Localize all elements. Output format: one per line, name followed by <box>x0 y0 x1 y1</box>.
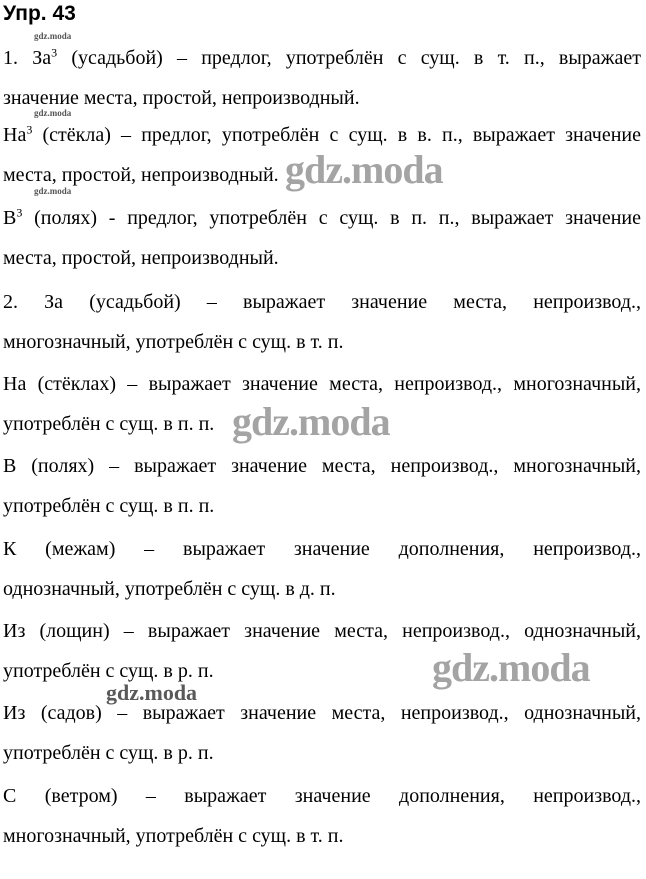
text-run: (усадьбой) – предлог, употреблён с сущ. в т. п., выражает <box>57 47 641 69</box>
text-run: значение места, простой, непроизводный. <box>3 87 360 109</box>
text-line <box>3 693 641 733</box>
watermark-logo: gdz.moda <box>432 645 590 690</box>
text-run: места, простой, непроизводный. <box>3 164 279 186</box>
text-line <box>3 238 641 278</box>
paragraph-9 <box>3 693 641 773</box>
text-line <box>3 78 641 118</box>
text-run: (стёкла) – предлог, употреблён с сущ. в в. п., выражает значение <box>32 124 641 146</box>
text-run: употреблён с сущ. в р. п. <box>3 660 214 682</box>
text-line <box>3 446 641 486</box>
text-run: На <box>3 124 27 146</box>
text-run: (полях) - предлог, употреблён с сущ. в п. п., выражает значение <box>22 207 641 229</box>
text-line <box>3 529 641 569</box>
watermark-small: gdz.moda <box>34 31 72 41</box>
text-run: многозначный, употреблён с сущ. в т. п. <box>3 825 344 847</box>
paragraph-7 <box>3 529 641 609</box>
paragraph-6 <box>3 446 641 526</box>
watermark-small: gdz.moda <box>34 186 72 196</box>
text-line <box>3 569 641 609</box>
text-run: Из (лощин) – выражает значение места, непроизвод., однозначный, <box>3 620 641 642</box>
text-run: 2. За (усадьбой) – выражает значение места, непроизвод., <box>3 291 641 313</box>
superscript: 3 <box>26 122 33 137</box>
text-run: 1. За <box>3 47 52 69</box>
text-line <box>3 733 641 773</box>
text-line <box>3 198 641 238</box>
text-line <box>3 776 641 816</box>
text-run: К (межам) – выражает значение дополнения, непроизвод., <box>3 538 641 560</box>
text-run: Из (садов) – выражает значение места, непроизвод., однозначный, <box>3 702 641 724</box>
watermark-small: gdz.moda <box>34 108 72 118</box>
watermark-logo: gdz.moda <box>106 680 198 705</box>
text-line <box>3 816 641 856</box>
text-run: многозначный, употреблён с сущ. в т. п. <box>3 331 344 353</box>
paragraph-4 <box>3 282 641 362</box>
paragraph-10 <box>3 776 641 856</box>
text-run: употреблён с сущ. в р. п. <box>3 742 214 764</box>
paragraph-3 <box>3 198 641 278</box>
text-line <box>3 322 641 362</box>
text-run: В (полях) – выражает значение места, непроизвод., многозначный, <box>3 455 641 477</box>
text-line <box>3 486 641 526</box>
text-line <box>3 282 641 322</box>
text-line <box>3 38 641 78</box>
paragraph-1 <box>3 38 641 118</box>
text-line <box>3 364 641 404</box>
text-run: употреблён с сущ. в п. п. <box>3 413 215 435</box>
superscript: 3 <box>16 205 23 220</box>
exercise-title: Упр. 43 <box>3 2 76 25</box>
superscript: 3 <box>51 45 58 60</box>
text-run: употреблён с сущ. в п. п. <box>3 495 215 517</box>
text-run: места, простой, непроизводный. <box>3 247 279 269</box>
watermark-logo: gdz.moda <box>285 147 443 192</box>
text-run: однозначный, употреблён с сущ. в д. п. <box>3 578 336 600</box>
text-run: В <box>3 207 17 229</box>
watermark-logo: gdz.moda <box>232 399 390 444</box>
text-run: С (ветром) – выражает значение дополнения, непроизвод., <box>3 785 641 807</box>
text-run: На (стёклах) – выражает значение места, непроизвод., многозначный, <box>3 373 641 395</box>
